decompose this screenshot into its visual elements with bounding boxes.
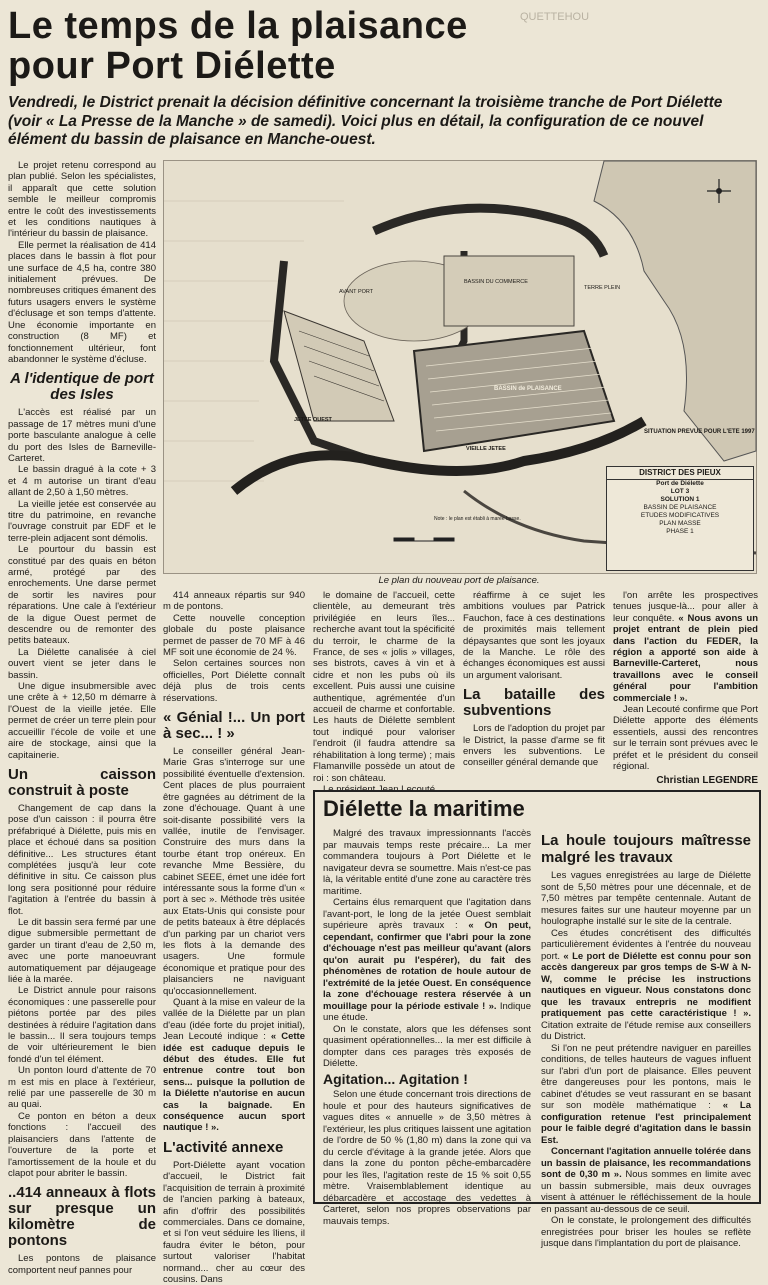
byline: Christian LEGENDRE	[656, 774, 758, 786]
map-title-block	[606, 466, 754, 571]
titleblock-solution: SOLUTION 1	[660, 496, 700, 503]
bleed-through-text	[520, 10, 760, 90]
paragraph: Port-Diélette ayant vocation d'accueil, le District fait l'acquisition de terrain à proximité de l'ancien parking à bateaux, afin d'offrir des possibilités commerciales. Dans ce domaine, et si l'on veut séduire les îliens, il faudra éviter le béton, pour surtout valoriser l'habitat normand... cher au cœur des cousins. Dans	[163, 1159, 305, 1285]
subheading: Un caisson construit à poste	[8, 765, 156, 799]
paragraph: Le projet retenu correspond au plan publié. Selon les spécialistes, il apparaît que cette solution semble le meilleur compromis entre le coût des investissements et les conditions nautiques à l'intérieur du bassin de plaisance.	[8, 160, 156, 240]
paragraph	[163, 997, 305, 1134]
column-5	[613, 590, 758, 785]
paragraph	[613, 590, 758, 704]
box-left-column	[323, 828, 531, 1227]
paragraph: Le bassin dragué à la cote + 3 et 4 m autorise un tirant d'eau allant de 2,50 à 1,50 mètres.	[8, 464, 156, 499]
map-label-bassin-plaisance: BASSIN de PLAISANCE	[494, 386, 562, 392]
text: Ces études concrétisent des difficultés particulièrement évidentes à l'entrée du nouveau port.	[541, 927, 751, 962]
paragraph: On le constate, le prolongement des difficultés enregistrées pour briser les houles se reflète jusque dans l'implantation du port de plaisance.	[541, 1215, 751, 1249]
titleblock-district: DISTRICT DES PIEUX	[607, 467, 753, 480]
paragraph: Les vagues enregistrées au large de Diélette sont de 5,50 mètres pour une décennale, et de 7,50 mètres par tempête centennale. Autant de mesures faites sur une hauteur moyenne par un houlographe installé sur le site de la centrale.	[541, 870, 751, 927]
text: l'on arrête les prospectives tenues jusque-là... pour aller à leur conquête.	[613, 590, 758, 624]
column-3	[313, 590, 455, 784]
paragraph: réaffirme à ce sujet les ambitions voulues par Patrick Fauchon, face à ces destinations de proximités mais tellement dépaysantes que sont les joyaux de la Manche. Le rôle des échanges économiques est aussi un argument valorisant.	[463, 590, 605, 681]
paragraph: Une digue insubmersible avec une crête à + 12,50 m démarre à l'Ouest de la vieille jetée. Elle permet de créer un terre plein pour accueillir l'école de voile et une aire de stockage, ainsi que la capitainerie.	[8, 681, 156, 761]
subheading: A l'identique de port des Isles	[10, 370, 154, 404]
subheading: La houle toujours maîtresse malgré les travaux	[541, 832, 751, 866]
sidebar-box	[313, 790, 761, 1249]
text: Quant à la mise en valeur de la vallée de la Diélette par un plan d'eau (idée forte du projet initial), Jean Lecouté indique :	[163, 997, 305, 1043]
lede: Vendredi, le District prenait la décision définitive concernant la troisième tranche de Port Diélette (voir « La Presse de la Manche » de samedi). Voici plus en détail, la configuration de ce nouvel élément du bassin de plaisance en Manche-ouest.	[8, 94, 723, 148]
paragraph: Cette nouvelle conception globale du poste plaisance permet de passer de 70 MF à 46 MF soit une économie de 24 %.	[163, 612, 305, 659]
paragraph: Le District annule pour raisons économiques : une passerelle pour piétons portée par des piles destinées à réduire l'agitation dans le bassin... Il sera toujours temps de voir ultérieurement le bien fondé d'un tel élément.	[8, 985, 156, 1065]
map-label-situation: SITUATION PREVUE POUR L'ETE 1997	[644, 429, 755, 435]
quote: « On peut, cependant, confirmer que l'abri pour la zone d'échouage n'est pas meilleur qu'avant (alors qu'on aurait pu l'espérer), du fait des phénomènes de rotation de houle autour de l'extrémité de la jetée Ouest. En conséquence la zone d'échouage restera réservée à un mouillage pour la période estivale ! ».	[323, 920, 531, 1012]
subheading: « Génial !... Un port à sec... ! »	[163, 709, 305, 743]
paragraph: Elle permet la réalisation de 414 places dans le bassin à flot pour une surface de 4,5 ha, contre 380 initialement prévues. De nombreuses critiques émanent des futurs usagers envers le système d'éclusage et son temps d'attente. Une économie importante en construction (8 MF) et fonctionnement ultérieur, font abandonner le système d'écluse.	[8, 239, 156, 365]
text: Nous sommes en limite avec un bassin submersible, mais deux ouvrages visent à atténuer le réfléchissement de la houle en passant au-dessous de ce seuil.	[541, 1169, 751, 1215]
paragraph: Le pourtour du bassin est constitué par des quais en béton armé, protégé par des enrochements. Une darse permet de sortir les navires pour réparations. Une cale à l'extérieur de la digue Ouest permet de descendre ou de remonter des petits bateaux.	[8, 544, 156, 647]
subheading: La bataille des subventions	[463, 686, 605, 720]
paragraph: Un ponton lourd d'attente de 70 m est mis en place à l'extérieur, relié par une passerelle de 30 m au quai.	[8, 1065, 156, 1111]
box-title: Diélette la maritime	[323, 796, 525, 821]
paragraph: 414 anneaux répartis sur 940 m de pontons.	[163, 590, 305, 613]
box-right-column	[541, 828, 751, 1249]
paragraph	[541, 928, 751, 1043]
column-2	[163, 590, 305, 1285]
paragraph: Le conseiller général Jean-Marie Gras s'interroge sur une possibilité éventuelle d'extension. Cent places de plus pourraient être gagnées au détriment de la zone d'échouage. Quant à une soit-disante possibilité vers la vallée, inutile de l'envisager. Construire des murs dans la tourbe étant trop onéreux. En revanche Mme Bessière, du cabinet SEEE, émet une idée fort intéressante sous la forme d'un « port à sec ». Méthode très usitée aux Etats-Unis qui consiste pour de petits bateaux à être déplacés d'un parking par un chariot vers les flots à la demande des usagers. Une formule économique et pratique pour des plaisanciers ne naviguant qu'occasionnellement.	[163, 746, 305, 997]
map-label-bassin-commerce: BASSIN DU COMMERCE	[464, 279, 528, 285]
quote: « Le port de Diélette est connu pour son accès dangereux par gros temps de S-W à N-W, comme le précise les instructions nautiques en vigueur. Nous constatons donc que les travaux entrepris ne modifient pratiquement pas cette caractéristique ! ».	[541, 950, 751, 1019]
titleblock-line: PHASE 1	[666, 528, 694, 535]
subheading: ..414 anneaux à flots sur presque un kilomètre de pontons	[8, 1184, 156, 1250]
paragraph: Lors de l'adoption du projet par le District, la passe d'arme se fit envers les subventions. Le conseiller général demande que	[463, 723, 605, 769]
paragraph: Jean Lecouté confirme que Port Diélette apporte des éléments essentiels, aussi des rencontres sur le terrain sont prévues avec le préfet et le président du conseil régional.	[613, 704, 758, 773]
bleed-quettehou: QUETTEHOU	[520, 11, 590, 23]
map-label-note: Note : le plan est établi à marée basse.	[434, 516, 521, 522]
titleblock-line: PLAN MASSE	[659, 520, 701, 527]
port-plan-map	[163, 160, 757, 574]
paragraph: Changement de cap dans la pose d'un caisson : il pourra être préfabriqué à Diélette, puis mis en place et échoué dans sa position définitive... Les structures étant complétées jusqu'à leur cote définitive in situ. Ce caisson plus long sera positionné pour réduire l'agitation à l'entrée du bassin à flot.	[8, 802, 156, 917]
quote: « Cette idée est caduque depuis le début des études. Elle fut entrenue contre tout bon sens... puisque la pollution de la Diélette n'autorise en aucun cas la baignade. En conséquence aucun sport nautique ! ».	[163, 1031, 305, 1134]
text: Citation extraite de l'étude remise aux conseillers du District.	[541, 1019, 751, 1042]
paragraph: On le constate, alors que les défenses sont quasiment opérationnelles... la mer est difficile à dompter dans ces parages très exposés de Diélette.	[323, 1023, 531, 1069]
map-label-jetee-ouest: JETEE OUEST	[294, 417, 332, 423]
paragraph: La vieille jetée est conservée au titre du patrimoine, en revanche l'ouvrage construit par EDF et le terre-plein adjacent sont démolis.	[8, 498, 156, 544]
paragraph: La Diélette canalisée à ciel ouvert vient se jeter dans le bassin.	[8, 646, 156, 681]
paragraph	[323, 897, 531, 1024]
map-label-terre-plein: TERRE PLEIN	[584, 285, 621, 291]
paragraph: Les pontons de plaisance comportent neuf pannes pour	[8, 1253, 156, 1276]
map-label-vieille-jetee: VIEILLE JETEE	[466, 446, 506, 452]
subheading: Agitation... Agitation !	[323, 1070, 468, 1087]
titleblock-lot: LOT 3	[670, 488, 690, 495]
titleblock-port: Port de Diélette	[656, 480, 704, 487]
headline: Le temps de la plaisance pour Port Diélette	[8, 5, 468, 87]
paragraph: L'accès est réalisé par un passage de 17 mètres muni d'une porte basculante analogue à celle du port des Isles de Barneville-Carteret.	[8, 407, 156, 464]
map-caption: Le plan du nouveau port de plaisance.	[378, 575, 540, 586]
paragraph: Selon certaines sources non officielles, Port Diélette connaît déjà plus de trois cents réservations.	[163, 658, 305, 704]
paragraph: Selon une étude concernant trois directions de houle et pour des hauteurs significatives de vagues dites « annuelle » de 3,50 mètres à l'extérieur, les plus critiques laissent une agitation de l'ordre de 50 % (1,80 m) dans la zone qui va du cercle d'évitage à la grande jetée. Alors que dans la zone du ponton pêche-embarcadère pour les îles, l'agitation reste de 15 % soit 0,55 mètre. Vraisemblablement identique au débarcadère et accostage des vedettes à Carteret, selon nos propres observations par mauvais temps.	[323, 1089, 531, 1227]
titleblock-line: ETUDES MODIFICATIVES	[640, 512, 720, 519]
paragraph	[541, 1043, 751, 1147]
column-4	[463, 590, 605, 780]
paragraph: Ce ponton en béton a deux fonctions : l'accueil des plaisanciers dans l'attente de l'ouverture de la porte et l'amortissement de la houle et du clapot pour abriter le bassin.	[8, 1110, 156, 1179]
paragraph: le domaine de l'accueil, cette clientèle, au demeurant très privilégiée en leurs îles... recherche avant tout la spécificité du terroir, le charme de la France, de ses « jolis » villages, ses bistrots, caves à vin et à cidre et non les pubs où ils excellent. Puis aussi une cuisine authentique, agrémentée d'un accueil de charme et confortable. Les hauts de Diélette semblent tout indiqué pour valoriser l'endroit (il faudra attendre sa réhabilitation à long terme) ; mais Flamanville possède un atout de roi : son château.	[313, 590, 455, 784]
text: Si l'on ne peut prétendre naviguer en pareilles conditions, de telles hauteurs de vagues influent sur l'abri d'un port de plaisance. Elles peuvent être dangereuses pour les pontons, mais le cabinet d'études se veut rassurant en se basant sur son modèle mathématique :	[541, 1042, 751, 1111]
paragraph: Le dit bassin sera fermé par une digue submersible permettant de garder un tirant d'eau de 2,50 m, avec une porte manoeuvrant automatiquement par déjaugeage liée à la marée.	[8, 916, 156, 985]
subheading: L'activité annexe	[163, 1138, 284, 1156]
text: Certains élus remarquent que l'agitation dans l'avant-port, le long de la jetée Ouest semblait supérieure après travaux :	[323, 897, 531, 931]
map-label-avant-port: AVANT PORT	[339, 289, 374, 295]
quote: « La configuration retenue l'est principalement pour le faible degré d'agitation dans le bassin Est.	[541, 1100, 751, 1146]
quote: Concernant l'agitation annuelle tolérée dans un bassin de plaisance, les recommandations sont de 0,30 m ».	[541, 1146, 751, 1180]
paragraph	[541, 1146, 751, 1215]
quote: « Nous avons un projet entrant de plein pied dans l'action du FEDER, la région a apporté son aide à Barneville-Carteret, nous travaillons avec le conseil général pour l'ambition commerciale ! ».	[613, 612, 759, 704]
text: Indique une étude.	[323, 1000, 531, 1023]
column-1	[8, 160, 156, 1276]
titleblock-line: BASSIN DE PLAISANCE	[643, 504, 717, 511]
paragraph: Malgré des travaux impressionnants l'accès par mauvais temps reste précaire... La mer commandera toujours à Port Diélette et le navigateur devra se soumettre. Mais n'est-ce pas là, la véritable entité d'une zone au caractère très maritime.	[323, 828, 531, 897]
